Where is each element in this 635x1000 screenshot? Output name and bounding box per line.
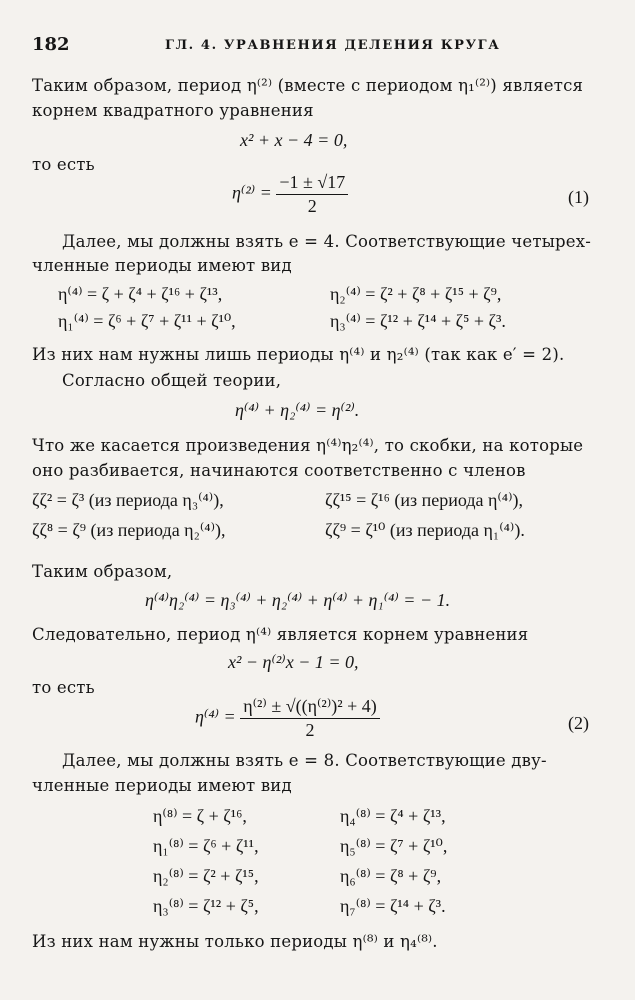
- product-term: ζζ⁹ = ζ¹⁰ (из периода η₁⁽⁴⁾).: [325, 520, 525, 540]
- page-number: 182: [32, 34, 70, 55]
- paragraph-line: Из них нам нужны лишь периоды η⁽⁴⁾ и η₂⁽⁴⁾ (так как e′ = 2).: [32, 345, 565, 364]
- equation-quadratic: x² + x − 4 = 0,: [240, 130, 348, 150]
- period-4-eta1: η₁⁽⁴⁾ = ζ⁶ + ζ⁷ + ζ¹¹ + ζ¹⁰,: [58, 311, 236, 331]
- period-4-eta3: η₃⁽⁴⁾ = ζ¹² + ζ¹⁴ + ζ⁵ + ζ³.: [330, 311, 506, 331]
- paragraph-line: Далее, мы должны взять e = 8. Соответствующие дву-: [62, 751, 547, 770]
- paragraph-line: то есть: [32, 678, 95, 697]
- equation-1-number: (1): [568, 187, 589, 207]
- paragraph-line: Следовательно, период η⁽⁴⁾ является корнем уравнения: [32, 625, 529, 644]
- period-8-left: η⁽⁸⁾ = ζ + ζ¹⁶,: [153, 806, 247, 826]
- equation-2-denominator: 2: [305, 720, 315, 740]
- period-8-right: η₇⁽⁸⁾ = ζ¹⁴ + ζ³.: [340, 896, 446, 916]
- paragraph-line: Что же касается произведения η⁽⁴⁾η₂⁽⁴⁾, то скобки, на которые: [32, 436, 584, 455]
- period-8-left: η₂⁽⁸⁾ = ζ² + ζ¹⁵,: [153, 866, 259, 886]
- period-8-right: η₄⁽⁸⁾ = ζ⁴ + ζ¹³,: [340, 806, 446, 826]
- period-8-right: η₅⁽⁸⁾ = ζ⁷ + ζ¹⁰,: [340, 836, 448, 856]
- paragraph-line: оно разбивается, начинаются соответственно с членов: [32, 461, 526, 480]
- product-term: ζζ⁸ = ζ⁹ (из периода η₂⁽⁴⁾),: [32, 520, 226, 540]
- equation-quadratic-2: x² − η⁽²⁾x − 1 = 0,: [228, 652, 359, 672]
- paragraph-line: Далее, мы должны взять e = 4. Соответствующие четырех-: [62, 232, 592, 251]
- paragraph-line: корнем квадратного уравнения: [32, 101, 314, 120]
- period-4-eta: η⁽⁴⁾ = ζ + ζ⁴ + ζ¹⁶ + ζ¹³,: [58, 284, 223, 304]
- paragraph-line: Таким образом,: [32, 562, 173, 581]
- equation-2-number: (2): [568, 713, 589, 733]
- running-title: ГЛ. 4. УРАВНЕНИЯ ДЕЛЕНИЯ КРУГА: [165, 38, 501, 53]
- paragraph-line: то есть: [32, 155, 95, 174]
- product-term: ζζ² = ζ³ (из периода η₃⁽⁴⁾),: [32, 490, 224, 510]
- equation-2: [195, 696, 380, 741]
- equation-product: η⁽⁴⁾η₂⁽⁴⁾ = η₃⁽⁴⁾ + η₂⁽⁴⁾ + η⁽⁴⁾ + η₁⁽⁴⁾ = − 1.: [145, 590, 451, 610]
- paragraph-line: Таким образом, период η⁽²⁾ (вместе с периодом η₁⁽²⁾) является: [32, 76, 584, 95]
- equation-1-lhs: η⁽²⁾ =: [232, 182, 272, 203]
- equation-1-fraction: [276, 172, 348, 217]
- equation-1-denominator: 2: [307, 196, 317, 216]
- equation-1: [232, 172, 348, 217]
- equation-1-numerator: −1 ± √17: [276, 172, 348, 195]
- equation-2-fraction: [240, 696, 380, 741]
- paragraph-line: членные периоды имеют вид: [32, 776, 292, 795]
- period-8-left: η₁⁽⁸⁾ = ζ⁶ + ζ¹¹,: [153, 836, 259, 856]
- equation-2-numerator: η⁽²⁾ ± √((η⁽²⁾)² + 4): [240, 696, 380, 719]
- paragraph-line: Согласно общей теории,: [62, 371, 282, 390]
- paragraph-line: Из них нам нужны только периоды η⁽⁸⁾ и η₄⁽⁸⁾.: [32, 932, 438, 951]
- period-8-left: η₃⁽⁸⁾ = ζ¹² + ζ⁵,: [153, 896, 259, 916]
- product-term: ζζ¹⁵ = ζ¹⁶ (из периода η⁽⁴⁾),: [325, 490, 523, 510]
- equation-2-lhs: η⁽⁴⁾ =: [195, 706, 236, 727]
- period-8-right: η₆⁽⁸⁾ = ζ⁸ + ζ⁹,: [340, 866, 442, 886]
- period-4-eta2: η₂⁽⁴⁾ = ζ² + ζ⁸ + ζ¹⁵ + ζ⁹,: [330, 284, 502, 304]
- paragraph-line: членные периоды имеют вид: [32, 256, 292, 275]
- equation-sum: η⁽⁴⁾ + η₂⁽⁴⁾ = η⁽²⁾.: [235, 400, 360, 420]
